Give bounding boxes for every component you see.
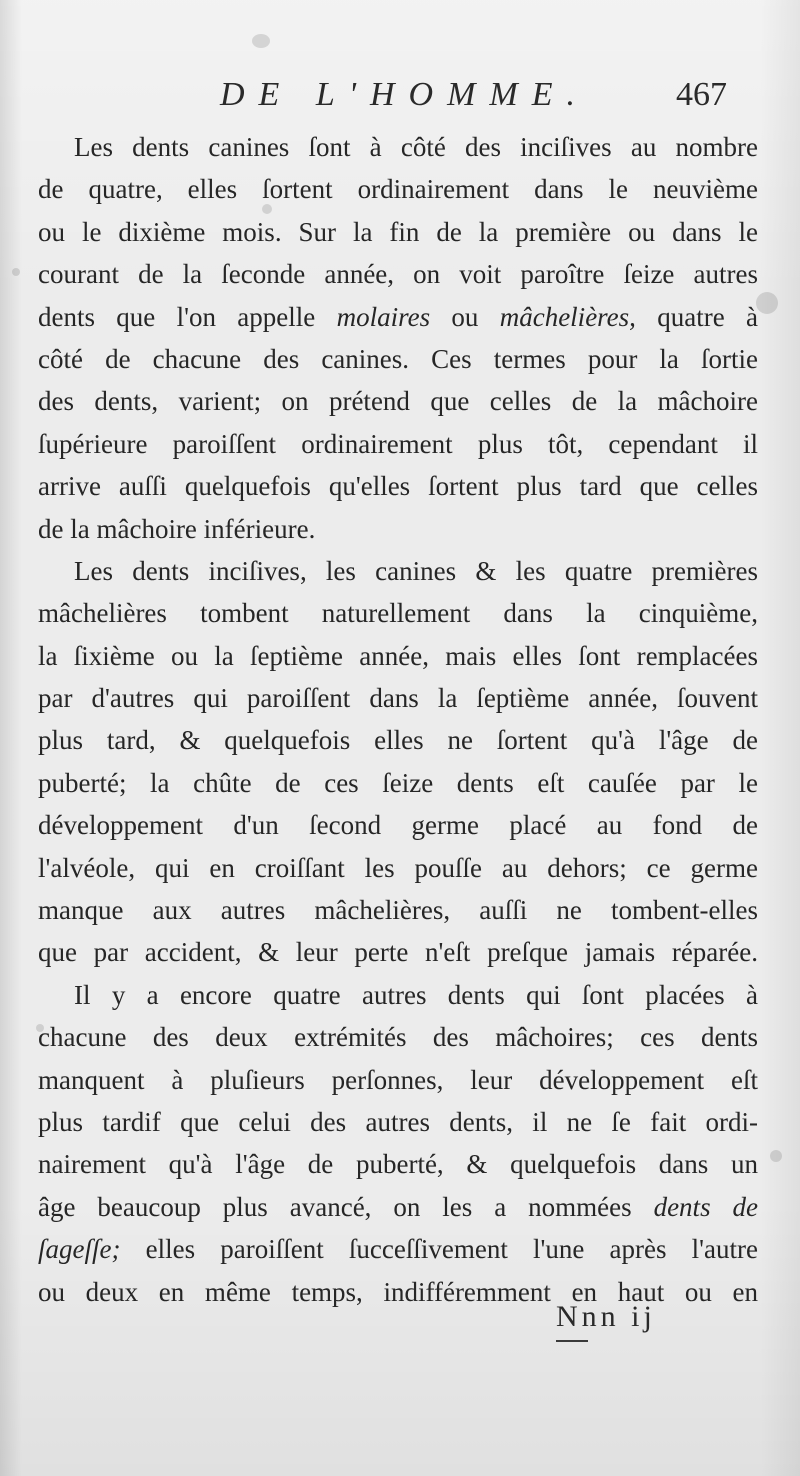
text-line: mâchelières tombent naturellement dans la cinquième,	[38, 598, 758, 629]
text-line: l'alvéole, qui en croiſſant les pouſſe au dehors; ce germe	[38, 852, 758, 883]
text-line: ſageſſe; elles paroiſſent ſucceſſivement l'une après l'autre	[38, 1234, 758, 1265]
text-line: âge beaucoup plus avancé, on les a nommées dents de	[38, 1191, 758, 1222]
text-line: chacune des deux extrémités des mâchoires; ces dents	[38, 1022, 758, 1053]
text-line: manquent à pluſieurs perſonnes, leur développement eſt	[38, 1064, 758, 1095]
text-line: ſupérieure paroiſſent ordinairement plus tôt, cependant il	[38, 428, 758, 459]
paper-speck	[252, 34, 270, 48]
running-title: DE L'HOMME.	[220, 76, 590, 113]
text-line: la ſixième ou la ſeptième année, mais elles ſont remplacées	[38, 640, 758, 671]
text-line: Il y a encore quatre autres dents qui ſont placées à	[74, 979, 758, 1010]
italic-term: mâchelières,	[499, 301, 636, 332]
paper-speck	[12, 268, 20, 276]
text-line: manque aux autres mâchelières, auſſi ne tombent-elles	[38, 895, 758, 926]
text-line: nairement qu'à l'âge de puberté, & quelquefois dans un	[38, 1149, 758, 1180]
text-line: développement d'un ſecond germe placé au fond de	[38, 810, 758, 841]
page-number: 467	[676, 76, 727, 113]
signature-mark: Nnn ij	[556, 1300, 656, 1333]
signature-underline	[556, 1340, 588, 1342]
paper-speck	[770, 1150, 782, 1162]
text-line: de la mâchoire inférieure.	[38, 513, 316, 544]
text-line: ou deux en même temps, indifféremment en haut ou en	[38, 1276, 758, 1307]
text-line: arrive auſſi quelquefois qu'elles ſortent plus tard que celles	[38, 471, 758, 502]
body-text	[38, 126, 758, 1313]
paper-speck	[756, 292, 778, 314]
text-line: puberté; la chûte de ces ſeize dents eſt cauſée par le	[38, 767, 758, 798]
text-line: plus tardif que celui des autres dents, il ne ſe fait ordi-	[38, 1106, 758, 1137]
paper-speck	[36, 1024, 44, 1032]
text-line: ou le dixième mois. Sur la fin de la première ou dans le	[38, 216, 758, 247]
text-line: des dents, varient; on prétend que celles de la mâchoire	[38, 386, 758, 417]
text-line: que par accident, & leur perte n'eſt preſque jamais réparée.	[38, 937, 758, 968]
italic-term: ſageſſe;	[38, 1234, 121, 1265]
text-line: côté de chacune des canines. Ces termes pour la ſortie	[38, 343, 758, 374]
italic-term: molaires	[336, 301, 431, 332]
text-line: Les dents inciſives, les canines & les quatre premières	[74, 555, 758, 586]
running-head	[0, 72, 800, 128]
text-line: par d'autres qui paroiſſent dans la ſeptième année, ſouvent	[38, 683, 758, 714]
text-line: de quatre, elles ſortent ordinairement dans le neuvième	[38, 174, 758, 205]
paper-speck	[262, 204, 272, 214]
text-line: Les dents canines ſont à côté des inciſives au nombre	[74, 132, 758, 162]
text-line: dents que l'on appelle molaires ou mâchelières, quatre à	[38, 301, 758, 332]
italic-term: dents de	[653, 1191, 758, 1222]
text-line: plus tard, & quelquefois elles ne ſortent qu'à l'âge de	[38, 725, 758, 756]
text-line: courant de la ſeconde année, on voit paroître ſeize autres	[38, 259, 758, 290]
